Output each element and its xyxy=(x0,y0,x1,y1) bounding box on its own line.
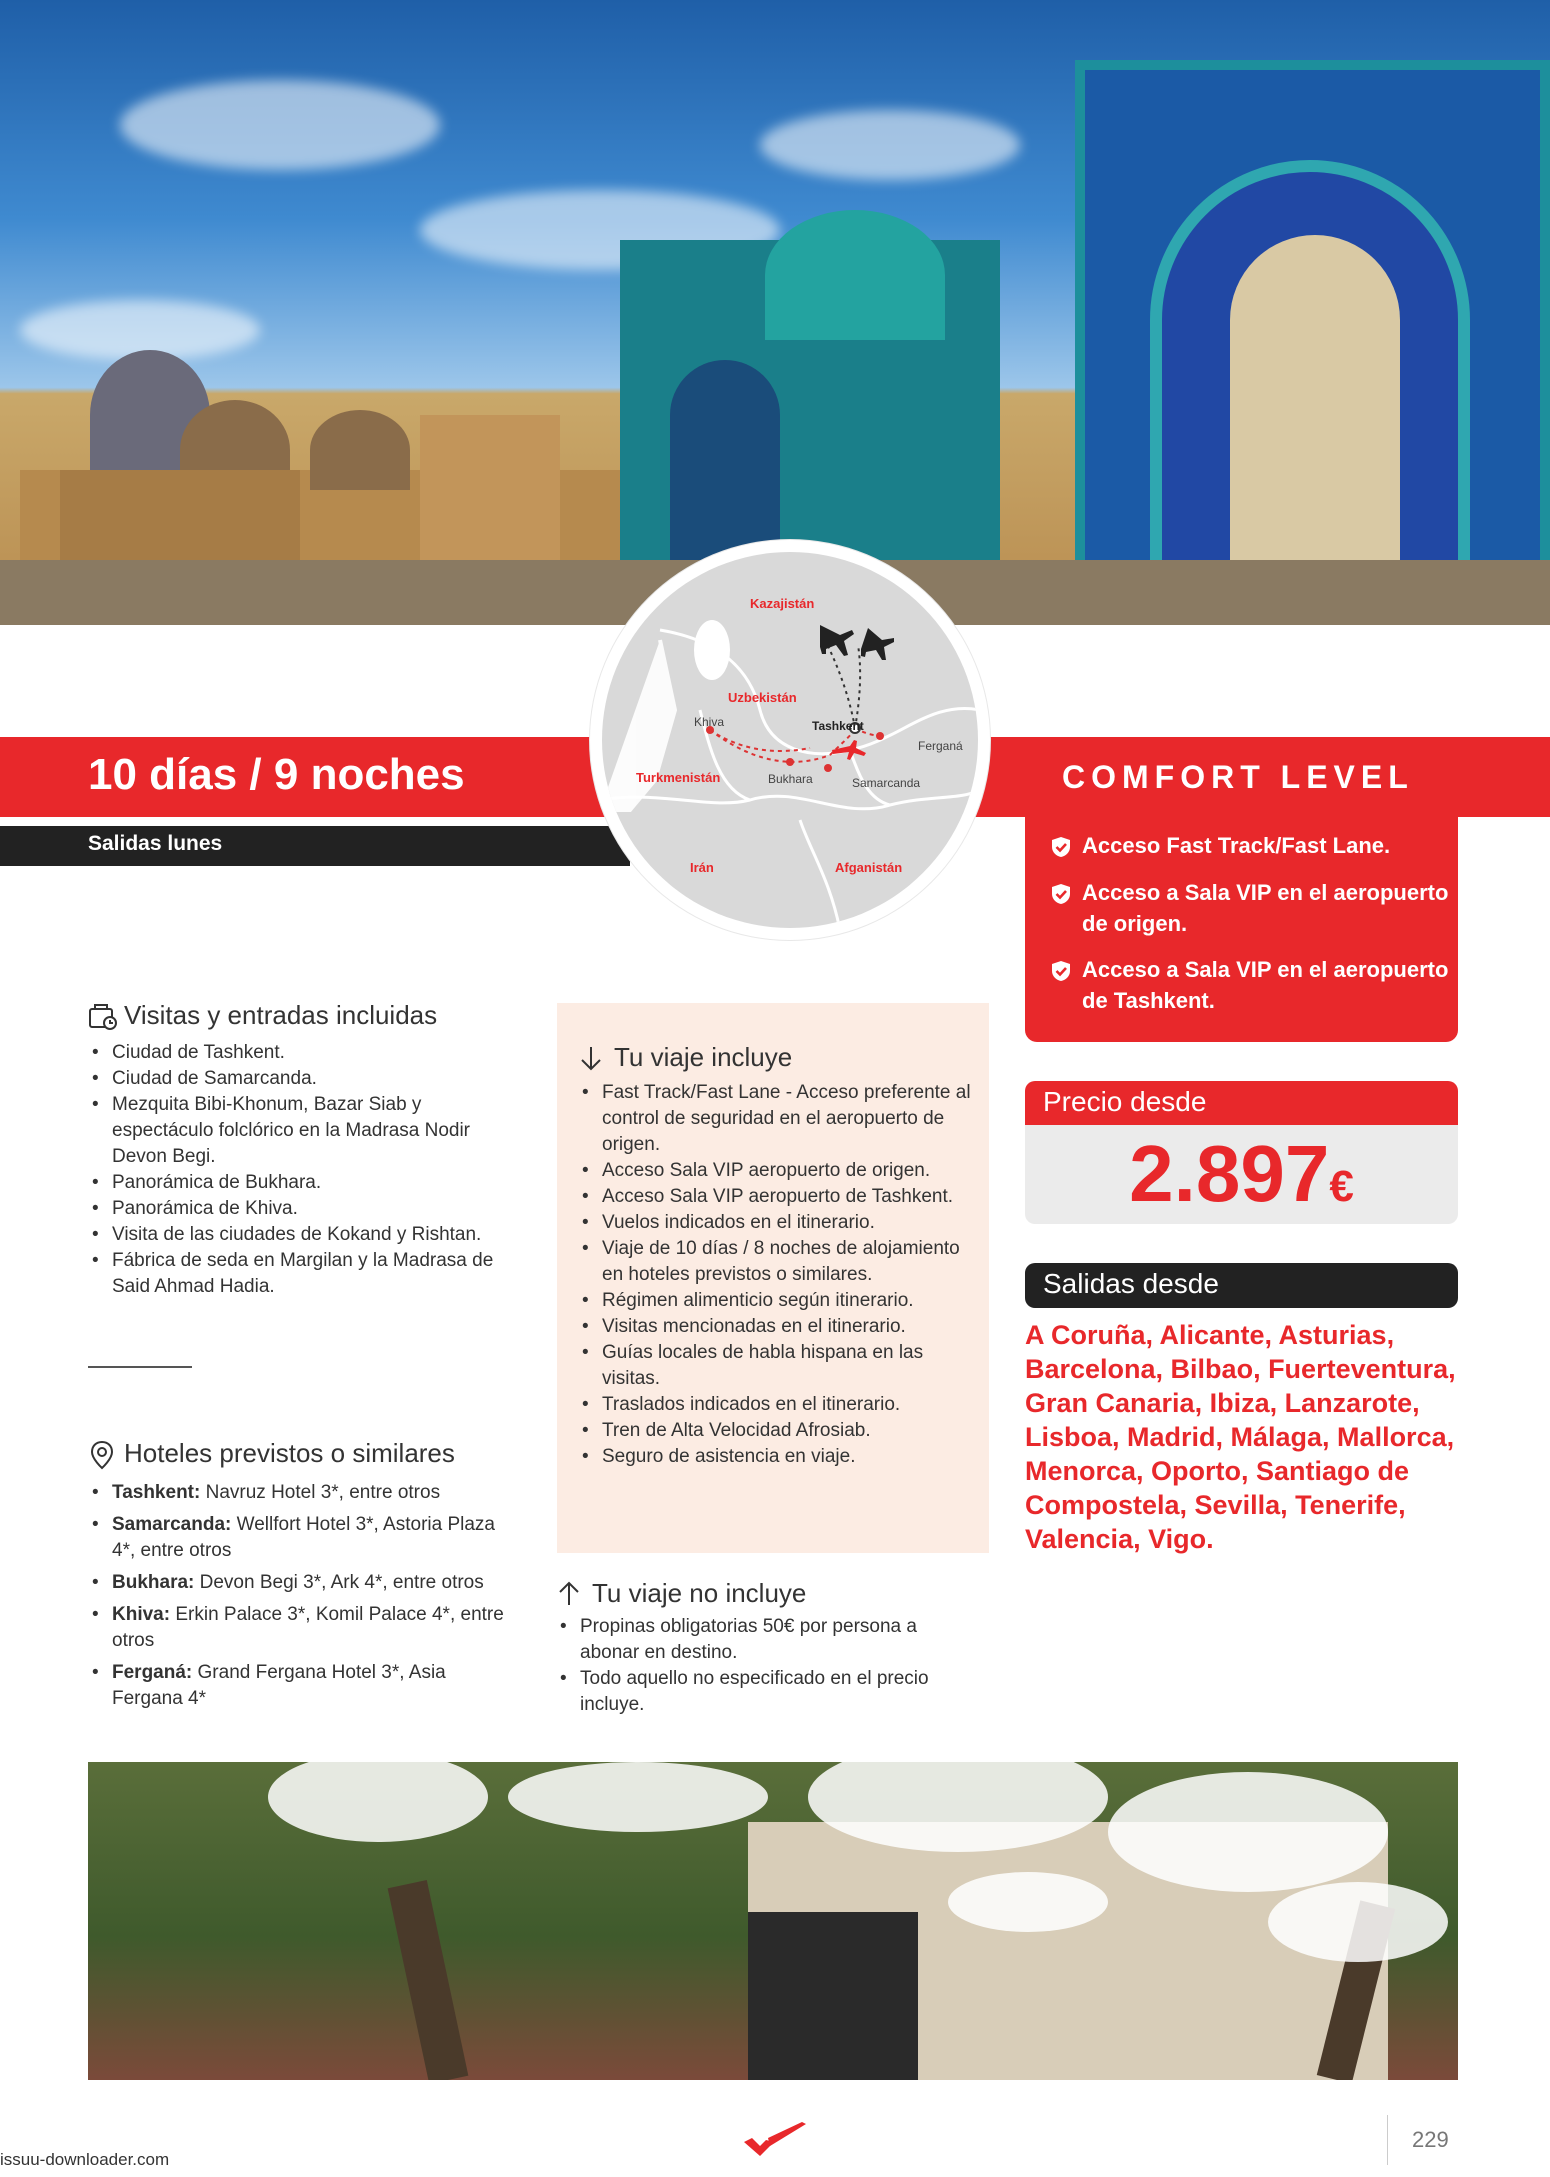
list-item xyxy=(90,1602,520,1654)
visitas-heading: Visitas y entradas incluidas xyxy=(88,1000,437,1031)
departures-label: Salidas desde xyxy=(1043,1268,1219,1299)
shield-check-icon xyxy=(1050,883,1072,905)
list-item: • Traslados indicados en el itinerario. xyxy=(580,1392,980,1418)
price-value: 2.897€ xyxy=(1129,1129,1354,1218)
list-item xyxy=(90,1512,520,1564)
list-item xyxy=(90,1660,520,1712)
currency-symbol: € xyxy=(1329,1162,1354,1211)
list-item xyxy=(90,1480,520,1506)
ticket-icon xyxy=(88,1002,118,1030)
list-item: • Acceso Sala VIP aeropuerto de Tashkent. xyxy=(580,1184,980,1210)
hotel-names: Navruz Hotel 3*, entre otros xyxy=(205,1482,441,1503)
comfort-item: Acceso Fast Track/Fast Lane. xyxy=(1050,830,1450,861)
price-label: Precio desde xyxy=(1043,1086,1207,1117)
hotel-city: Khiva: xyxy=(112,1604,171,1625)
arrow-down-icon xyxy=(578,1044,604,1072)
map-label-kazajistan: Kazajistán xyxy=(750,596,815,611)
comfort-level-title: COMFORT LEVEL xyxy=(1062,759,1414,795)
map-label-uzbekistan: Uzbekistán xyxy=(728,690,797,705)
hoteles-list xyxy=(90,1480,520,1712)
incluye-list xyxy=(580,1080,980,1470)
brand-logo xyxy=(740,2120,810,2160)
hotel-city: Samarcanda: xyxy=(112,1514,232,1535)
hotel-city: Tashkent: xyxy=(112,1482,201,1503)
comfort-item: Acceso a Sala VIP en el aeropuerto de Tashkent. xyxy=(1050,954,1450,1016)
incluye-heading: Tu viaje incluye xyxy=(578,1042,792,1073)
list-item: • Ciudad de Samarcanda. xyxy=(90,1066,520,1092)
map-city-samarcanda: Samarcanda xyxy=(852,776,921,790)
source-watermark: issuu-downloader.com xyxy=(0,2150,170,2169)
list-item: • Visitas mencionadas en el itinerario. xyxy=(580,1314,980,1340)
shield-check-icon xyxy=(1050,960,1072,982)
list-item: • Fast Track/Fast Lane - Acceso preferente al control de seguridad en el aeropuerto de origen. xyxy=(580,1080,980,1158)
map-city-bukhara: Bukhara xyxy=(768,772,813,786)
list-item: • Régimen alimenticio según itinerario. xyxy=(580,1288,980,1314)
departure-cities: A Coruña, Alicante, Asturias, Barcelona, Bilbao, Fuerteventura, Gran Canaria, Ibiza, Lanzarote, Lisboa, Madrid, Málaga, Mallorca, Menorca, Oporto, Santiago de Compostela, Sevilla, Tenerife, Valencia, Vigo. xyxy=(1025,1320,1456,1554)
map-label-turkmenistan: Turkmenistán xyxy=(636,770,721,785)
no-incluye-list xyxy=(558,1614,978,1718)
list-item: • Vuelos indicados en el itinerario. xyxy=(580,1210,980,1236)
location-pin-icon xyxy=(88,1440,116,1470)
hotel-names: Devon Begi 3*, Ark 4*, entre otros xyxy=(199,1572,484,1593)
map-city-tashkent: Tashkent xyxy=(812,719,864,733)
list-item: • Tren de Alta Velocidad Afrosiab. xyxy=(580,1418,980,1444)
page-number: 229 xyxy=(1412,2127,1449,2152)
hotel-names: Grand Fergana Hotel 3*, Asia Fergana 4* xyxy=(112,1662,446,1709)
map-label-afganistan: Afganistán xyxy=(835,860,903,875)
no-incluye-heading: Tu viaje no incluye xyxy=(556,1578,806,1609)
hero-photo xyxy=(0,0,1550,625)
comfort-item: Acceso a Sala VIP en el aeropuerto de origen. xyxy=(1050,877,1450,939)
list-item: • Viaje de 10 días / 8 noches de alojamiento en hoteles previstos o similares. xyxy=(580,1236,980,1288)
list-item: • Mezquita Bibi-Khonum, Bazar Siab y espectáculo folclórico en la Madrasa Nodir Devon Begi. xyxy=(90,1092,520,1170)
list-item: • Ciudad de Tashkent. xyxy=(90,1040,520,1066)
list-item: • Panorámica de Bukhara. xyxy=(90,1170,520,1196)
shield-check-icon xyxy=(1050,836,1072,858)
list-item: • Propinas obligatorias 50€ por persona a abonar en destino. xyxy=(558,1614,978,1666)
list-item: • Seguro de asistencia en viaje. xyxy=(580,1444,980,1470)
list-item xyxy=(90,1570,520,1596)
bottom-photo xyxy=(88,1762,1458,2080)
map-city-fergana: Ferganá xyxy=(918,739,963,753)
route-map-drawing xyxy=(600,550,980,930)
duration-title: 10 días / 9 noches xyxy=(88,750,465,799)
hotel-city: Bukhara: xyxy=(112,1572,195,1593)
list-item: • Visita de las ciudades de Kokand y Rishtan. xyxy=(90,1222,520,1248)
visitas-list xyxy=(90,1040,520,1300)
section-divider xyxy=(88,1366,192,1368)
hotel-city: Ferganá: xyxy=(112,1662,193,1683)
footer-divider xyxy=(1387,2115,1388,2165)
list-item: • Todo aquello no especificado en el precio incluye. xyxy=(558,1666,978,1718)
hotel-names: Erkin Palace 3*, Komil Palace 4*, entre otros xyxy=(112,1604,504,1651)
hotel-names: Wellfort Hotel 3*, Astoria Plaza 4*, entre otros xyxy=(112,1514,495,1561)
list-item: • Panorámica de Khiva. xyxy=(90,1196,520,1222)
map-label-iran: Irán xyxy=(690,860,714,875)
list-item: • Guías locales de habla hispana en las visitas. xyxy=(580,1340,980,1392)
departures-day: Salidas lunes xyxy=(88,832,223,855)
list-item: • Acceso Sala VIP aeropuerto de origen. xyxy=(580,1158,980,1184)
list-item: • Fábrica de seda en Margilan y la Madrasa de Said Ahmad Hadia. xyxy=(90,1248,520,1300)
map-city-khiva: Khiva xyxy=(694,715,725,729)
hoteles-heading: Hoteles previstos o similares xyxy=(88,1438,455,1469)
arrow-up-icon xyxy=(556,1580,582,1608)
